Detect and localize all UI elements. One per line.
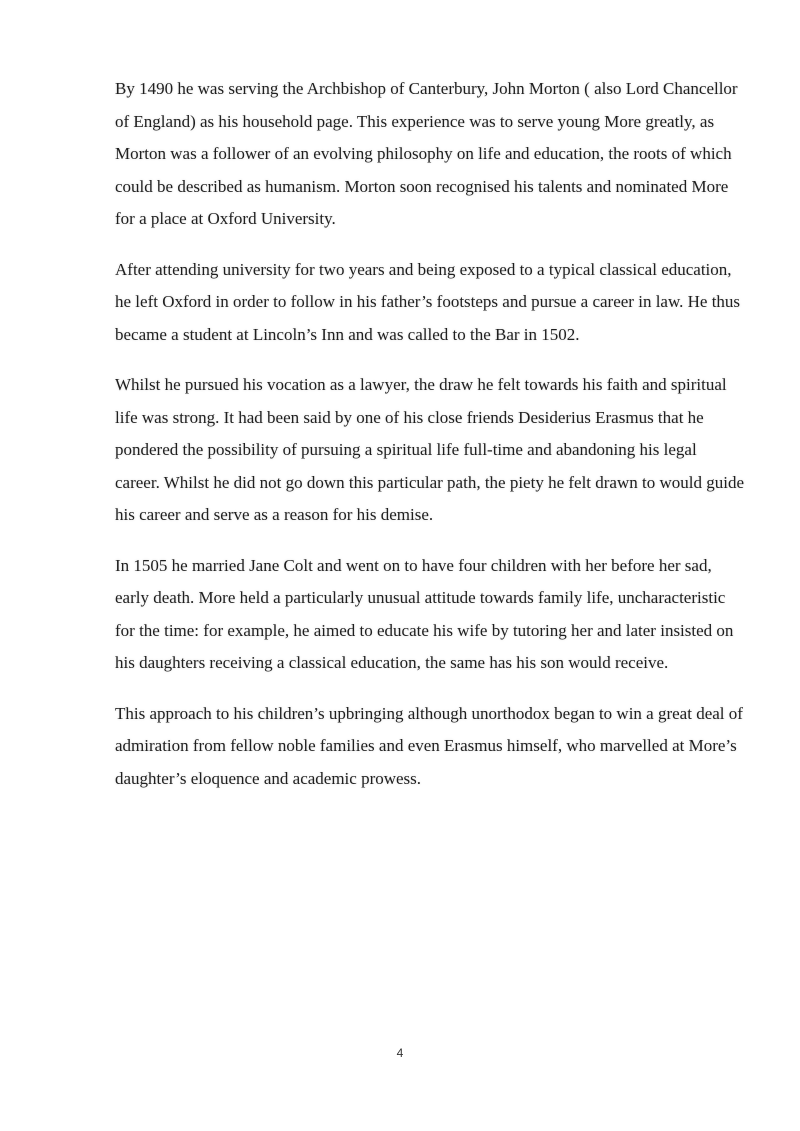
paragraph-1: By 1490 he was serving the Archbishop of Canterbury, John Morton ( also Lord Chancellor of England) as his household page. This experience was to serve young More greatly, as Morton was a follower of an evolving philosophy on life and education, the roots of which could be described as humanism. Morton soon recognised his talents and nominated More for a place at Oxford University.: [115, 79, 738, 228]
paragraph-2: After attending university for two years and being exposed to a typical classical education, he left Oxford in order to follow in his father’s footsteps and pursue a career in law. He thus became a student at Lincoln’s Inn and was called to the Bar in 1502.: [115, 259, 741, 344]
paragraph-5: This approach to his children’s upbringing although unorthodox began to win a great deal of admiration from fellow noble families and even Erasmus himself, who marvelled at More’s daughter’s eloquence and academic prowess.: [115, 703, 743, 788]
page-number: 4: [396, 1046, 404, 1060]
paragraph-3: Whilst he pursued his vocation as a lawyer, the draw he felt towards his faith and spiritual life was strong. It had been said by one of his close friends Desiderius Erasmus that he pondered the possibility of pursuing a spiritual life full-time and abandoning his legal career. Whilst he did not go down this particular path, the piety he felt drawn to would guide his career and serve as a reason for his demise.: [115, 375, 744, 524]
paragraph-4: In 1505 he married Jane Colt and went on to have four children with her before her sad, early death. More held a particularly unusual attitude towards family life, uncharacteristic for the time: for example, he aimed to educate his wife by tutoring her and later insisted on his daughters receiving a classical education, the same has his son would receive.: [115, 555, 734, 672]
body-text: [115, 73, 745, 813]
